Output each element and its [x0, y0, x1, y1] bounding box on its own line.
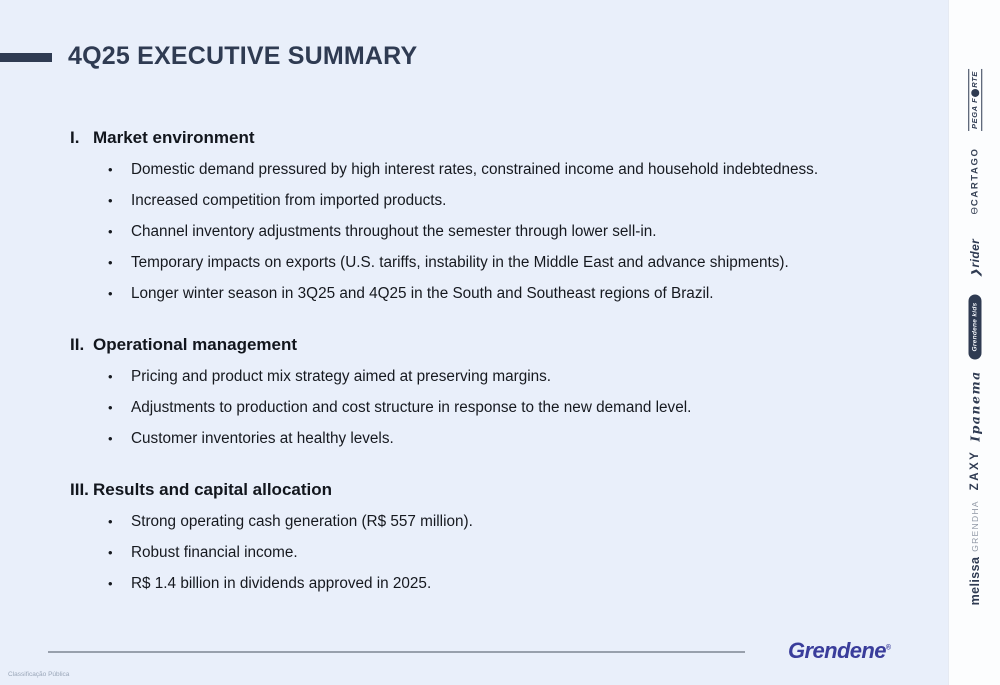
bullet-icon: • — [108, 224, 113, 239]
pega-forte-text-post: RTE — [969, 71, 979, 88]
pega-forte-logo — [968, 69, 982, 131]
classification-label: Classificação Pública — [8, 671, 70, 678]
section-numeral: II. — [70, 335, 85, 354]
bullet-text: R$ 1.4 billion in dividends approved in 2025. — [131, 575, 432, 592]
section-heading — [70, 479, 910, 501]
section-heading — [70, 127, 910, 149]
bullet-icon: • — [108, 369, 113, 384]
list-item — [70, 367, 910, 387]
bullet-text: Strong operating cash generation (R$ 557 million). — [131, 513, 473, 530]
bullet-icon: • — [108, 400, 113, 415]
section-heading-label: Operational management — [93, 335, 298, 354]
grendene-logo-text: Grendene — [788, 638, 886, 663]
list-item — [70, 284, 910, 304]
footer-divider — [48, 651, 745, 653]
rider-logo — [968, 239, 982, 277]
title-accent-bar — [0, 53, 52, 62]
bullet-text: Channel inventory adjustments throughout the semester through lower sell-in. — [131, 223, 657, 240]
list-item — [70, 429, 910, 449]
bullet-icon: • — [108, 514, 113, 529]
registered-mark-icon: ® — [885, 644, 891, 652]
list-item — [70, 222, 910, 242]
list-item — [70, 253, 910, 273]
slide-content — [70, 127, 910, 605]
bullet-icon: • — [108, 193, 113, 208]
list-item — [70, 160, 910, 180]
bullet-text: Robust financial income. — [131, 544, 298, 561]
section-market-environment — [70, 127, 910, 304]
section-heading-label: Results and capital allocation — [93, 480, 333, 499]
bullet-list — [70, 160, 910, 304]
list-item — [70, 574, 910, 594]
bullet-list — [70, 512, 910, 594]
section-heading-label: Market environment — [93, 128, 255, 147]
grendene-logo — [788, 638, 890, 664]
pega-forte-ball-icon — [970, 89, 978, 97]
brand-sidebar — [948, 0, 1000, 685]
cartago-text: CARTAGO — [969, 147, 980, 207]
list-item — [70, 512, 910, 532]
bullet-text: Increased competition from imported products. — [131, 192, 447, 209]
bullet-icon: • — [108, 576, 113, 591]
bullet-icon: • — [108, 286, 113, 301]
bullet-icon: • — [108, 162, 113, 177]
rider-swoosh-icon: ❯ — [970, 268, 982, 278]
cartago-logo — [969, 148, 980, 215]
bullet-icon: • — [108, 255, 113, 270]
bullet-icon: • — [108, 545, 113, 560]
bullet-text: Temporary impacts on exports (U.S. tariffs, instability in the Middle East and advance shipments). — [131, 254, 789, 271]
bullet-icon: • — [108, 431, 113, 446]
bullet-text: Pricing and product mix strategy aimed at preserving margins. — [131, 368, 551, 385]
section-results-capital-allocation — [70, 479, 910, 594]
grendene-kids-logo: Grendene kids — [968, 294, 981, 359]
bullet-text: Adjustments to production and cost structure in response to the new demand level. — [131, 399, 692, 416]
section-numeral: I. — [70, 128, 80, 147]
bullet-text: Customer inventories at healthy levels. — [131, 430, 394, 447]
grendha-logo: GRENDHA — [969, 500, 980, 552]
list-item — [70, 398, 910, 418]
section-operational-management — [70, 334, 910, 449]
rider-text: rider — [967, 238, 982, 268]
page-title: 4Q25 EXECUTIVE SUMMARY — [68, 42, 418, 70]
bullet-text: Domestic demand pressured by high interest rates, constrained income and household indebtedness. — [131, 161, 819, 178]
bullet-text: Longer winter season in 3Q25 and 4Q25 in the South and Southeast regions of Brazil. — [131, 285, 714, 302]
zaxy-logo: ZAXY — [968, 449, 981, 491]
cartago-symbol-icon: Ɵ — [969, 207, 980, 215]
bullet-list — [70, 367, 910, 449]
section-numeral: III. — [70, 480, 89, 499]
section-heading — [70, 334, 910, 356]
pega-forte-text-pre: PEGA F — [969, 97, 979, 129]
list-item — [70, 543, 910, 563]
list-item — [70, 191, 910, 211]
ipanema-logo: Ipanema — [967, 370, 982, 442]
melissa-logo: melissa — [967, 556, 982, 606]
